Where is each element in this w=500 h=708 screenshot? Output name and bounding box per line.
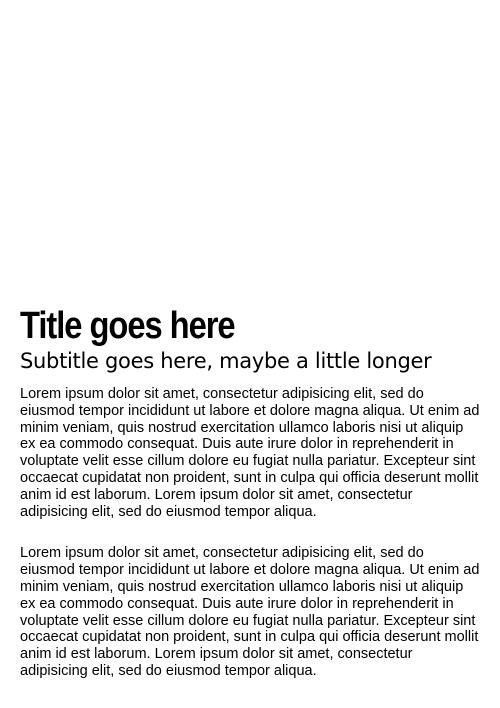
body-paragraph-2: Lorem ipsum dolor sit amet, consectetur adipisicing elit, sed do eiusmod tempor incididunt ut labore et dolore magna aliqua. Ut enim ad minim veniam, quis nostrud exercitation ullamco laboris nisi ut aliquip ex ea commodo consequat. Duis aute irure dolor in reprehenderit in voluptate velit esse cillum dolore eu fugiat nulla pariatur. Excepteur sint occaecat cupidatat non proident, sunt in culpa qui officia deserunt mollit anim id est laborum. Lorem ipsum dolor sit amet, consectetur adipisicing elit, sed do eiusmod tempor aliqua. (20, 545, 480, 679)
page-subtitle: Subtitle goes here, maybe a little longer (20, 349, 432, 373)
body-paragraph-1: Lorem ipsum dolor sit amet, consectetur adipisicing elit, sed do eiusmod tempor incididunt ut labore et dolore magna aliqua. Ut enim ad minim veniam, quis nostrud exercitation ullamco laboris nisi ut aliquip ex ea commodo consequat. Duis aute irure dolor in reprehenderit in voluptate velit esse cillum dolore eu fugiat nulla pariatur. Excepteur sint occaecat cupidatat non proident, sunt in culpa qui officia deserunt mollit anim id est laborum. Lorem ipsum dolor sit amet, consectetur adipisicing elit, sed do eiusmod tempor aliqua. (20, 386, 480, 520)
body-text (20, 386, 480, 680)
page-title: Title goes here (20, 305, 235, 347)
document-content (20, 304, 480, 705)
